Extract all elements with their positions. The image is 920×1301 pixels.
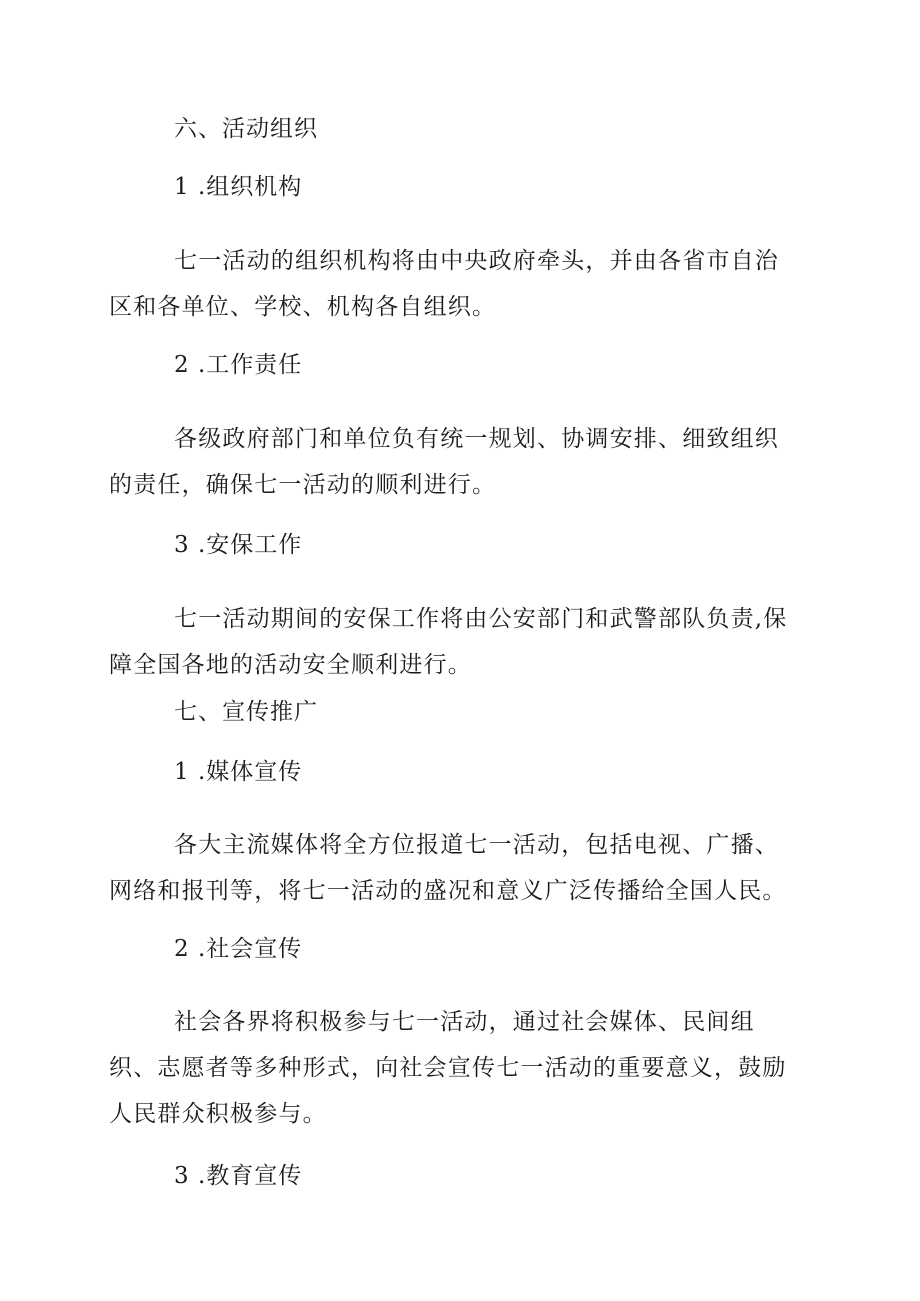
subheading-organization-structure: 1 .组织机构 (174, 174, 303, 200)
subheading-security-work: 3 .安保工作 (174, 532, 303, 558)
paragraph-work-responsibility: 各级政府部门和单位负有统一规划、协调安排、细致组织的责任，确保七一活动的顺利进行。 (109, 426, 779, 498)
section-heading-activity-organization: 六、活动组织 (174, 116, 318, 142)
subheading-social-publicity: 2 .社会宣传 (174, 936, 303, 962)
section-heading-publicity-promotion: 七、宣传推广 (174, 699, 318, 725)
subheading-education-publicity: 3 .教育宣传 (174, 1163, 303, 1189)
paragraph-security-work: 七一活动期间的安保工作将由公安部门和武警部队负责,保障全国各地的活动安全顺利进行。 (109, 606, 788, 678)
paragraph-social-publicity: 社会各界将积极参与七一活动，通过社会媒体、民间组织、志愿者等多种形式，向社会宣传七一活动的重要意义，鼓励人民群众积极参与。 (109, 1009, 787, 1127)
paragraph-media-publicity: 各大主流媒体将全方位报道七一活动，包括电视、广播、网络和报刊等，将七一活动的盛况和意义广泛传播给全国人民。 (109, 832, 787, 904)
paragraph-organization-structure: 七一活动的组织机构将由中央政府牵头，并由各省市自治区和各单位、学校、机构各自组织。 (109, 248, 779, 320)
subheading-media-publicity: 1 .媒体宣传 (174, 759, 303, 785)
subheading-work-responsibility: 2 .工作责任 (174, 352, 303, 378)
